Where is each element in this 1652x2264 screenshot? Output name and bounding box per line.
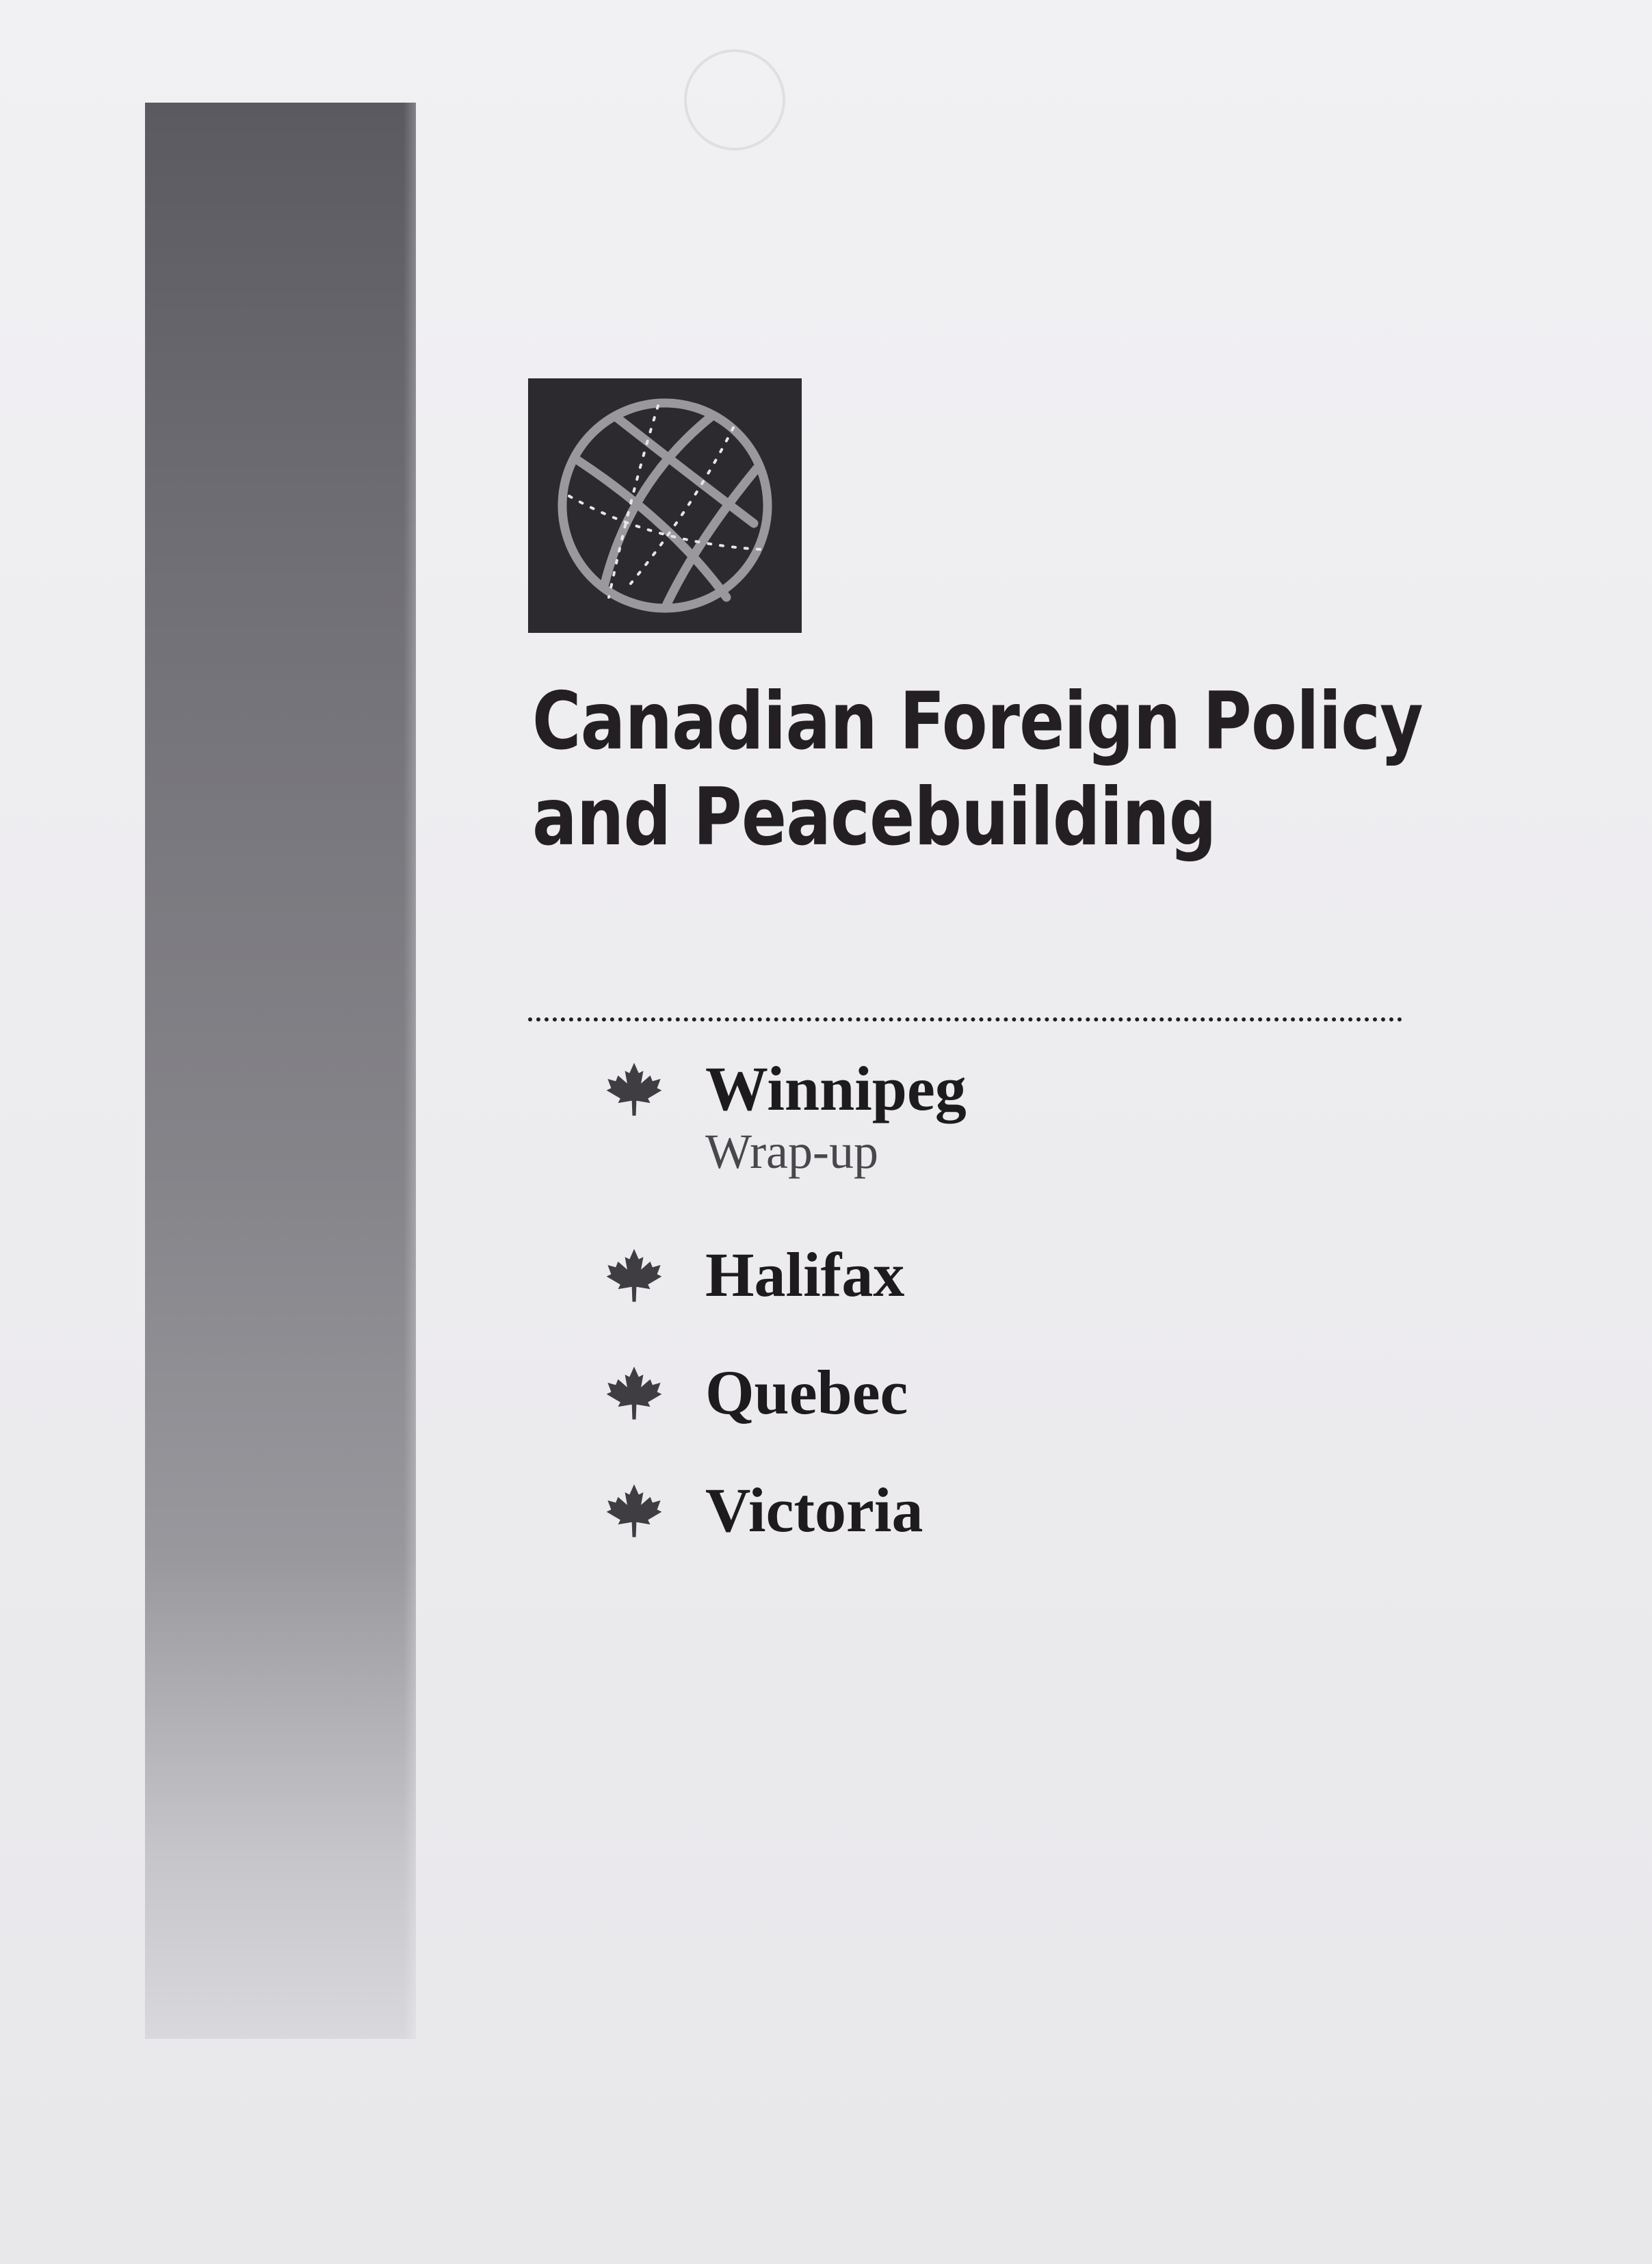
maple-leaf-icon — [605, 1364, 663, 1422]
globe-icon — [528, 378, 802, 633]
maple-leaf-icon — [605, 1482, 663, 1539]
title-line-1: Canadian Foreign Policy — [532, 675, 1423, 768]
globe-logo — [528, 378, 802, 633]
city-name-winnipeg: Winnipeg — [705, 1054, 967, 1123]
dotted-divider — [528, 1017, 1402, 1022]
city-name-victoria: Victoria — [705, 1475, 923, 1545]
side-gradient-bar — [145, 103, 416, 2039]
city-item-quebec — [605, 1355, 1358, 1430]
maple-leaf-icon — [605, 1061, 663, 1118]
maple-leaf-icon — [605, 1247, 663, 1304]
city-subtitle-wrap-up: Wrap-up — [705, 1124, 878, 1179]
page-title — [532, 674, 1423, 866]
city-item-halifax — [605, 1237, 1358, 1312]
city-item-victoria — [605, 1472, 1358, 1548]
city-name-halifax: Halifax — [705, 1240, 905, 1310]
bleed-through-seal — [684, 49, 785, 151]
title-line-2: and Peacebuilding — [532, 771, 1216, 863]
city-name-quebec: Quebec — [705, 1357, 908, 1427]
city-item-winnipeg — [605, 1051, 1358, 1179]
